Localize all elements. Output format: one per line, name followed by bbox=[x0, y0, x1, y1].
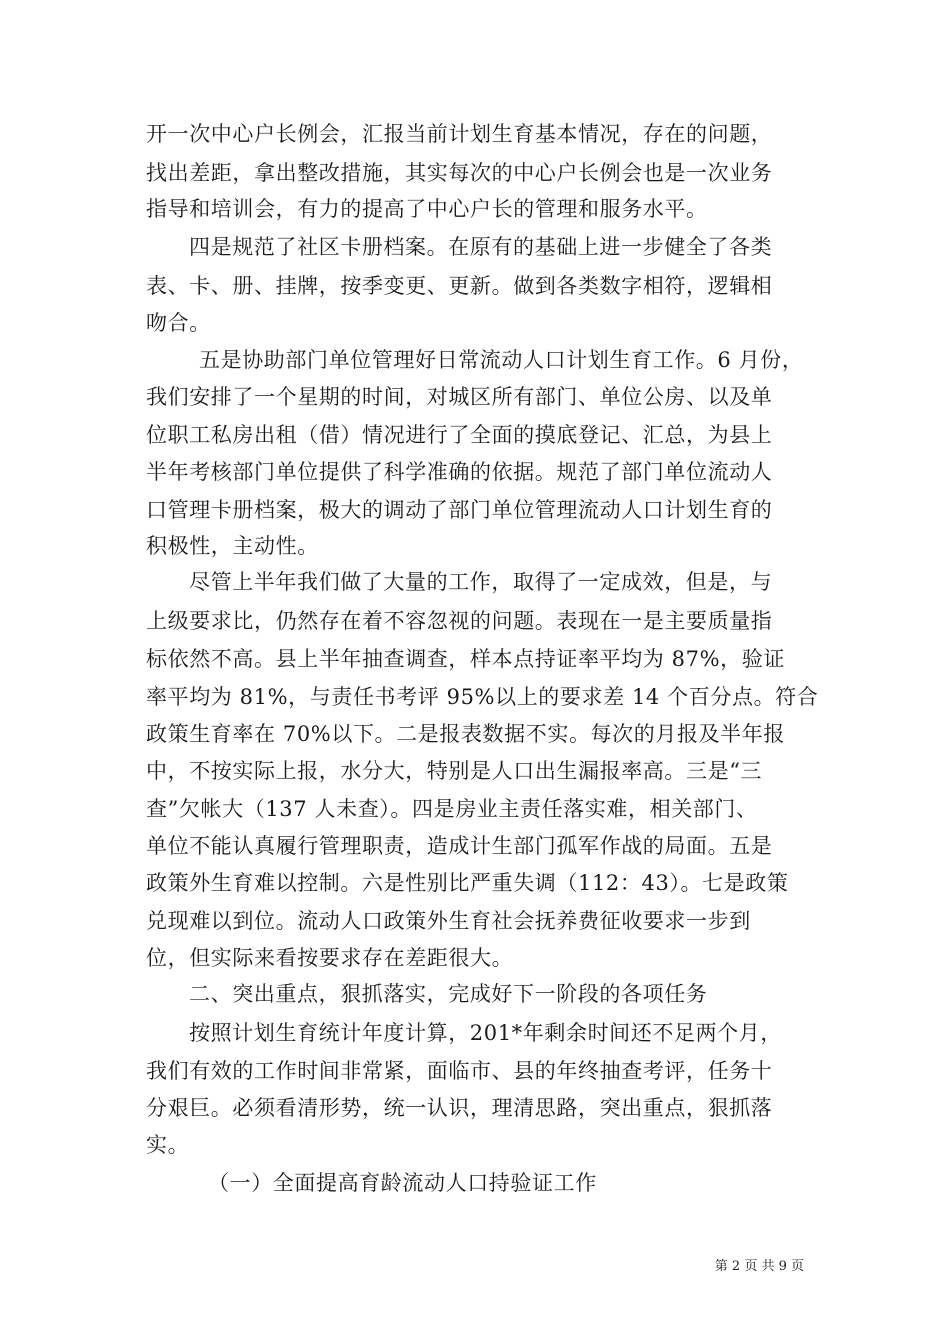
text-line: 找出差距，拿出整改措施，其实每次的中心户长例会也是一次业务 bbox=[146, 161, 773, 185]
text-line: 指导和培训会，有力的提高了中心户长的管理和服务水平。 bbox=[146, 197, 708, 221]
text-line: 尽管上半年我们做了大量的工作，取得了一定成效，但是，与 bbox=[189, 570, 773, 594]
text-line: 积极性，主动性。 bbox=[146, 534, 319, 558]
text-line: 按照计划生育统计年度计算，201*年剩余时间还不足两个月， bbox=[189, 1021, 782, 1045]
section-heading: 二、突出重点，狠抓落实，完成好下一阶段的各项任务 bbox=[189, 982, 708, 1006]
text-line: 政策外生育难以控制。六是性别比严重失调（112：43）。七是政策 bbox=[146, 871, 789, 895]
text-line: 开一次中心户长例会，汇报当前计划生育基本情况，存在的问题， bbox=[146, 122, 773, 146]
text-line: 位，但实际来看按要求存在差距很大。 bbox=[146, 946, 514, 970]
text-line: 吻合。 bbox=[146, 311, 211, 335]
text-line: 分艰巨。必须看清形势，统一认识，理清思路，突出重点，狠抓落 bbox=[146, 1096, 773, 1120]
text-line: 单位不能认真履行管理职责，造成计生部门孤军作战的局面。五是 bbox=[146, 834, 773, 858]
text-line: 实。 bbox=[146, 1133, 190, 1157]
text-line: 上级要求比，仍然存在着不容忽视的问题。表现在一是主要质量指 bbox=[146, 609, 773, 633]
text-line: 表、卡、册、挂牌，按季变更、更新。做到各类数字相符，逻辑相 bbox=[146, 274, 773, 298]
text-line: 位职工私房出租（借）情况进行了全面的摸底登记、汇总，为县上 bbox=[146, 423, 773, 447]
text-line: 率平均为 81%，与责任书考评 95%以上的要求差 14 个百分点。符合 bbox=[146, 685, 819, 709]
text-line: 我们有效的工作时间非常紧，面临市、县的年终抽查考评，任务十 bbox=[146, 1059, 773, 1083]
text-line: 兑现难以到位。流动人口政策外生育社会抚养费征收要求一步到 bbox=[146, 909, 751, 933]
text-line: 口管理卡册档案，极大的调动了部门单位管理流动人口计划生育的 bbox=[146, 498, 773, 522]
text-line: 标依然不高。县上半年抽查调查，样本点持证率平均为 87%，验证 bbox=[146, 647, 785, 671]
text-line: 中，不按实际上报，水分大，特别是人口出生漏报率高。三是“三 bbox=[146, 759, 763, 783]
text-line: 我们安排了一个星期的时间，对城区所有部门、单位公房、以及单 bbox=[146, 385, 773, 409]
text-line: 查”欠帐大（137 人未查）。四是房业主责任落实难，相关部门、 bbox=[146, 797, 758, 821]
text-line: 四是规范了社区卡册档案。在原有的基础上进一步健全了各类 bbox=[189, 235, 773, 259]
text-line: 政策生育率在 70%以下。二是报表数据不实。每次的月报及半年报 bbox=[146, 722, 785, 746]
subsection-heading: （一）全面提高育龄流动人口持验证工作 bbox=[208, 1171, 597, 1195]
text-line: 半年考核部门单位提供了科学准确的依据。规范了部门单位流动人 bbox=[146, 460, 773, 484]
text-line: 五是协助部门单位管理好日常流动人口计划生育工作。6 月份， bbox=[199, 348, 804, 372]
page-number: 第 2 页 共 9 页 bbox=[714, 1259, 804, 1274]
